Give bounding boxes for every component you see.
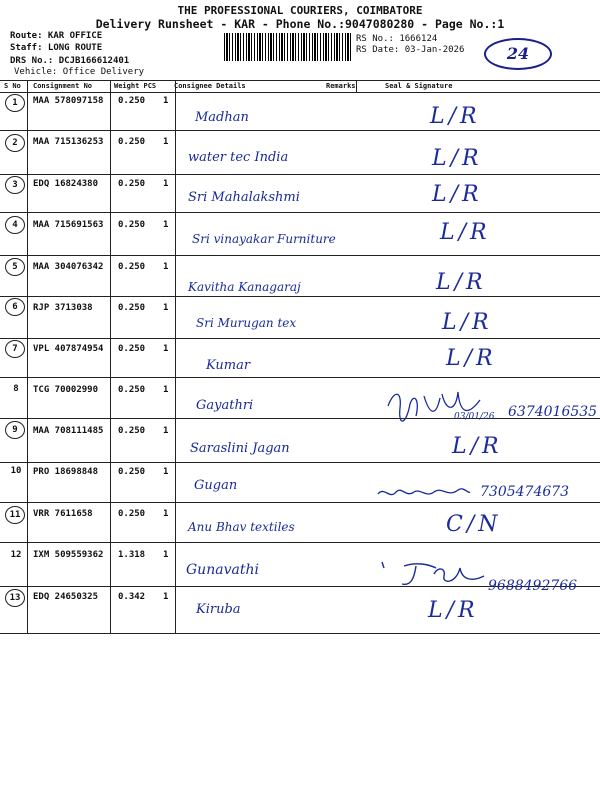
pcs: 1 xyxy=(163,220,169,230)
consignee-name: Gugan xyxy=(194,478,238,493)
signature: L/R xyxy=(430,104,481,129)
consignee-name: Sri Murugan tex xyxy=(196,316,297,330)
consignment-no: VPL 407874954 xyxy=(33,344,104,354)
weight: 0.250 xyxy=(118,344,146,354)
consignee-name: Sri Mahalakshmi xyxy=(188,190,300,205)
row-rule xyxy=(0,377,600,378)
row-sno: 7 xyxy=(5,340,25,358)
row-rule xyxy=(0,255,600,256)
pcs: 1 xyxy=(163,137,169,147)
row-sno: 5 xyxy=(5,258,25,276)
pcs: 1 xyxy=(163,592,169,602)
consignee-name: Gayathri xyxy=(196,398,254,413)
weight: 0.342 xyxy=(118,592,146,602)
pcs: 1 xyxy=(163,550,169,560)
col-consignee: Consignee Details xyxy=(174,82,246,90)
consignment-no: EDQ 24650325 xyxy=(33,592,99,602)
row-sno: 4 xyxy=(5,216,25,234)
barcode xyxy=(224,33,352,61)
pcs: 1 xyxy=(163,467,169,477)
consignee-name: Kumar xyxy=(206,358,251,373)
drs-number: DRS No.: DCJB166612401 xyxy=(10,56,130,66)
consignment-no: MAA 578097158 xyxy=(33,96,104,106)
consignee-name: Kiruba xyxy=(196,602,241,617)
weight: 0.250 xyxy=(118,262,146,272)
weight: 0.250 xyxy=(118,303,146,313)
pcs: 1 xyxy=(163,179,169,189)
divider xyxy=(175,80,176,633)
pcs: 1 xyxy=(163,426,169,436)
rs-number: RS No.: 1666124 xyxy=(356,34,438,44)
signature: L/R xyxy=(432,146,483,171)
consignee-name: Sri vinayakar Furniture xyxy=(192,232,336,246)
divider xyxy=(356,80,357,92)
row-sno: 12 xyxy=(10,550,22,560)
handwritten-signature xyxy=(384,386,494,432)
pcs: 1 xyxy=(163,262,169,272)
row-rule xyxy=(0,92,600,93)
pcs: 1 xyxy=(163,303,169,313)
row-sno: 6 xyxy=(5,298,25,316)
consignee-name: Madhan xyxy=(195,110,249,125)
phone-number: 9688492766 xyxy=(488,578,578,594)
divider xyxy=(27,80,28,633)
pcs: 1 xyxy=(163,385,169,395)
consignee-name: Gunavathi xyxy=(186,562,259,578)
pcs: 1 xyxy=(163,96,169,106)
weight: 0.250 xyxy=(118,220,146,230)
signature: L/R xyxy=(446,346,497,371)
signature: L/R xyxy=(452,434,503,459)
signature: L/R xyxy=(432,182,483,207)
header-top-rule xyxy=(0,80,600,81)
signature: C/N xyxy=(446,512,502,537)
row-rule xyxy=(0,130,600,131)
consignment-no: RJP 3713038 xyxy=(33,303,93,313)
phone-number: 7305474673 xyxy=(480,484,570,500)
row-sno: 3 xyxy=(5,176,25,194)
weight: 0.250 xyxy=(118,96,146,106)
row-rule xyxy=(0,542,600,543)
consignment-no: MAA 708111485 xyxy=(33,426,104,436)
consignee-name: Anu Bhav textiles xyxy=(188,520,295,534)
consignment-no: TCG 70002990 xyxy=(33,385,99,395)
row-sno: 1 xyxy=(5,94,25,112)
handwritten-signature xyxy=(376,484,472,502)
consignment-no: IXM 509559362 xyxy=(33,550,104,560)
row-sno: 13 xyxy=(5,589,25,607)
divider xyxy=(110,80,111,633)
staff-text: Staff: LONG ROUTE xyxy=(10,43,103,53)
runsheet-title: Delivery Runsheet - KAR - Phone No.:9047080280 - Page No.:1 xyxy=(95,17,505,31)
weight: 0.250 xyxy=(118,467,146,477)
weight: 0.250 xyxy=(118,137,146,147)
weight: 0.250 xyxy=(118,385,146,395)
signature: L/R xyxy=(440,220,491,245)
row-sno: 2 xyxy=(5,134,25,152)
row-sno: 10 xyxy=(10,466,22,476)
consignment-no: MAA 715691563 xyxy=(33,220,104,230)
row-rule xyxy=(0,296,600,297)
consignment-no: VRR 7611658 xyxy=(33,509,93,519)
row-rule xyxy=(0,462,600,463)
col-remarks: Remarks xyxy=(326,82,356,90)
rs-date: RS Date: 03-Jan-2026 xyxy=(356,45,465,55)
weight: 1.318 xyxy=(118,550,146,560)
row-sno: 8 xyxy=(13,384,19,394)
company-title: THE PROFESSIONAL COURIERS, COIMBATORE xyxy=(177,4,423,17)
circled-count: 24 xyxy=(484,38,552,70)
consignment-no: PRO 18698848 xyxy=(33,467,99,477)
consignee-name: water tec India xyxy=(188,150,289,165)
consignment-no: MAA 715136253 xyxy=(33,137,104,147)
consignment-no: MAA 304076342 xyxy=(33,262,104,272)
handwritten-signature xyxy=(376,556,486,592)
row-rule xyxy=(0,633,600,634)
consignee-name: Kavitha Kanagaraj xyxy=(188,280,301,294)
col-seal: Seal & Signature xyxy=(385,82,453,90)
delivery-date: 03/01/26 xyxy=(454,412,495,422)
phone-number: 6374016535 xyxy=(508,404,598,420)
consignment-no: EDQ 16824380 xyxy=(33,179,99,189)
consignee-name: Saraslini Jagan xyxy=(190,441,290,456)
signature: L/R xyxy=(436,270,487,295)
weight: 0.250 xyxy=(118,509,146,519)
row-sno: 11 xyxy=(5,506,25,524)
route-text: Route: KAR OFFICE xyxy=(10,31,103,41)
col-sno: S No xyxy=(4,82,21,90)
row-rule xyxy=(0,212,600,213)
col-weight-pcs: Weight PCS xyxy=(114,82,157,90)
vehicle-text: Vehicle: Office Delivery xyxy=(14,67,145,77)
weight: 0.250 xyxy=(118,179,146,189)
row-rule xyxy=(0,174,600,175)
signature: L/R xyxy=(442,310,493,335)
col-consignment: Consignment No xyxy=(33,82,93,90)
signature: L/R xyxy=(428,598,479,623)
pcs: 1 xyxy=(163,344,169,354)
pcs: 1 xyxy=(163,509,169,519)
row-rule xyxy=(0,502,600,503)
row-sno: 9 xyxy=(5,421,25,439)
weight: 0.250 xyxy=(118,426,146,436)
row-rule xyxy=(0,338,600,339)
